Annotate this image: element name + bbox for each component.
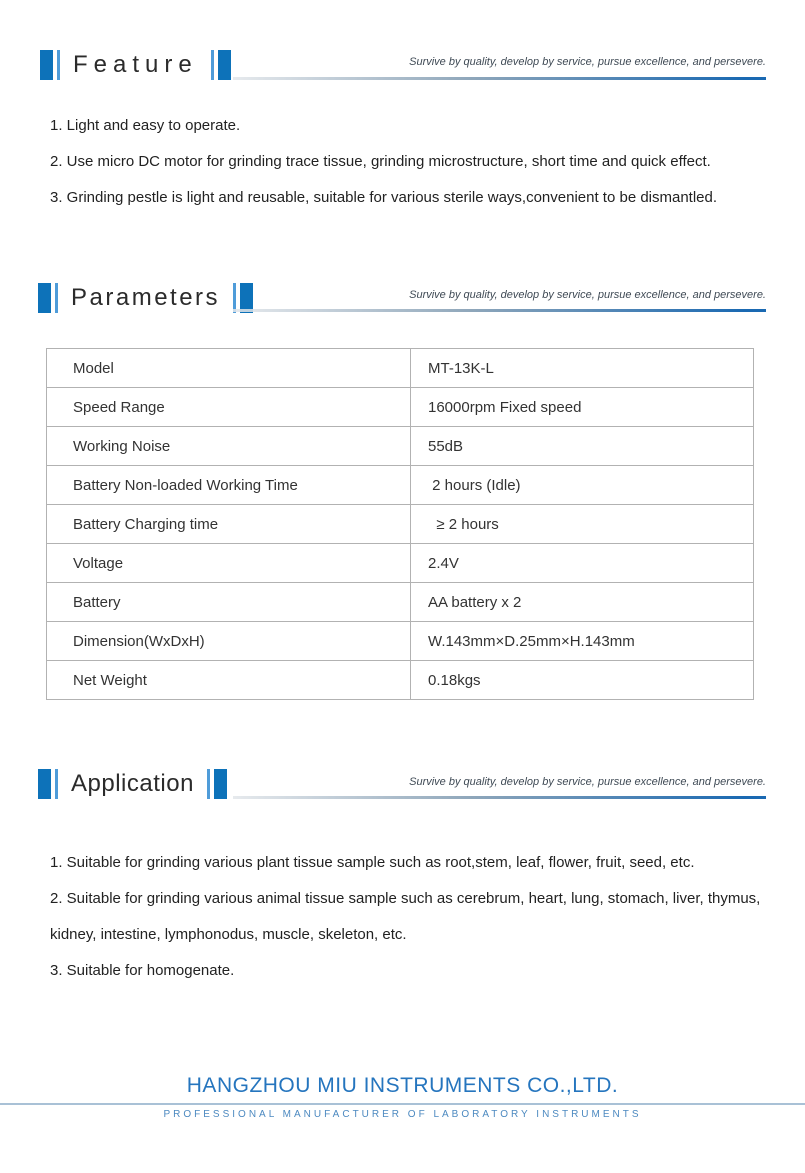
table-value-cell: 55dB	[411, 427, 754, 466]
table-value-cell: W.143mm×D.25mm×H.143mm	[411, 622, 754, 661]
application-underline	[233, 796, 766, 799]
table-row	[47, 505, 754, 544]
application-tagline: Survive by quality, develop by service, pursue excellence, and persevere.	[409, 776, 766, 788]
application-list-item: 3. Suitable for homogenate.	[50, 962, 235, 979]
application-list	[50, 845, 764, 989]
feature-underline	[233, 77, 766, 80]
table-label-cell: Net Weight	[47, 661, 411, 700]
table-row	[47, 349, 754, 388]
footer-company-name: HANGZHOU MIU INSTRUMENTS CO.,LTD.	[186, 1074, 619, 1097]
feature-list	[50, 117, 764, 225]
feature-list-item: 3. Grinding pestle is light and reusable, suitable for various sterile ways,convenient to be dismantled.	[50, 189, 718, 206]
table-label-cell: Working Noise	[47, 427, 411, 466]
title-accent-bar-thin-right	[207, 769, 210, 799]
title-accent-bar-thin-left	[55, 769, 58, 799]
table-value-cell: ≥ 2 hours	[411, 505, 754, 544]
table-row	[47, 583, 754, 622]
parameters-section-header	[38, 282, 253, 314]
table-value-cell: MT-13K-L	[411, 349, 754, 388]
footer-divider-line	[0, 1103, 805, 1105]
table-label-cell: Speed Range	[47, 388, 411, 427]
table-label-cell: Battery Charging time	[47, 505, 411, 544]
table-value-cell: AA battery x 2	[411, 583, 754, 622]
parameters-table	[46, 348, 754, 700]
table-row	[47, 466, 754, 505]
table-value-cell: 16000rpm Fixed speed	[411, 388, 754, 427]
application-section-title: Application	[71, 770, 194, 797]
application-section-header	[38, 768, 227, 800]
feature-tagline: Survive by quality, develop by service, pursue excellence, and persevere.	[409, 56, 766, 68]
application-list-item: 1. Suitable for grinding various plant tissue sample such as root,stem, leaf, flower, fruit, seed, etc.	[50, 854, 695, 871]
feature-section-title: Feature	[73, 51, 198, 78]
title-accent-bar-thick-right	[214, 769, 227, 799]
feature-list-item: 2. Use micro DC motor for grinding trace tissue, grinding microstructure, short time and quick effect.	[50, 153, 711, 170]
table-row	[47, 388, 754, 427]
table-row	[47, 622, 754, 661]
title-accent-bar-thick-left	[38, 283, 51, 313]
table-label-cell: Voltage	[47, 544, 411, 583]
title-accent-bar-thick-right	[218, 50, 231, 80]
parameters-underline	[233, 309, 766, 312]
table-label-cell: Battery	[47, 583, 411, 622]
table-row	[47, 427, 754, 466]
table-value-cell: 0.18kgs	[411, 661, 754, 700]
title-accent-bar-thin-right	[211, 50, 214, 80]
table-value-cell: 2.4V	[411, 544, 754, 583]
title-accent-bar-thick-left	[40, 50, 53, 80]
table-row	[47, 661, 754, 700]
title-accent-bar-thin-left	[55, 283, 58, 313]
feature-section-header	[40, 49, 231, 81]
table-label-cell: Battery Non-loaded Working Time	[47, 466, 411, 505]
application-list-item: 2. Suitable for grinding various animal tissue sample such as cerebrum, heart, lung, stomach, liver, thymus, kidney, intestine, lymphonodus, muscle, skeleton, etc.	[50, 890, 761, 943]
table-label-cell: Dimension(WxDxH)	[47, 622, 411, 661]
table-row	[47, 544, 754, 583]
feature-list-item: 1. Light and easy to operate.	[50, 117, 241, 134]
parameters-section-title: Parameters	[71, 284, 221, 311]
table-value-cell: 2 hours (Idle)	[411, 466, 754, 505]
title-accent-bar-thin-left	[57, 50, 60, 80]
parameters-tagline: Survive by quality, develop by service, pursue excellence, and persevere.	[409, 289, 766, 301]
title-accent-bar-thick-left	[38, 769, 51, 799]
table-label-cell: Model	[47, 349, 411, 388]
footer-subtitle: PROFESSIONAL MANUFACTURER OF LABORATORY INSTRUMENTS	[163, 1109, 642, 1120]
